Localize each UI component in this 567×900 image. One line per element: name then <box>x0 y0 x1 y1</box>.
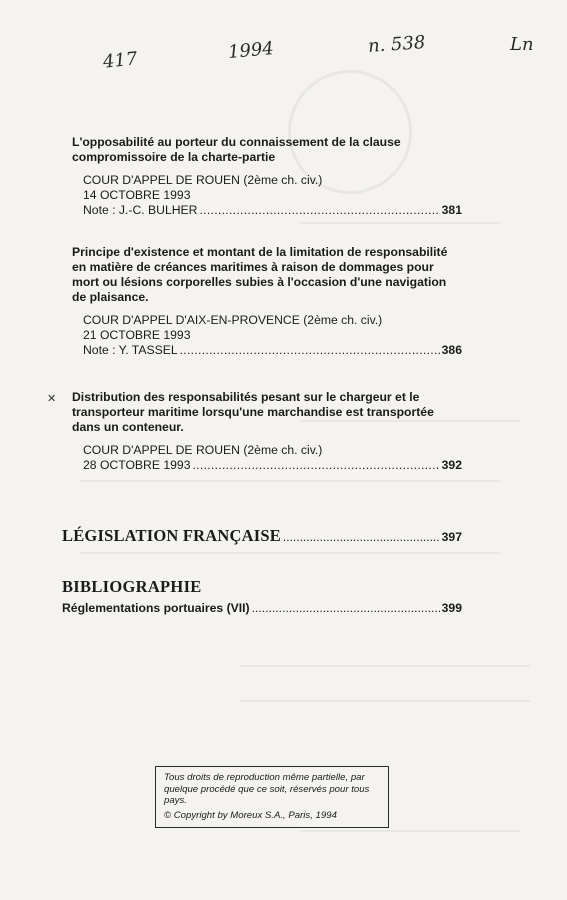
section-heading: BIBLIOGRAPHIE <box>62 577 202 596</box>
page-number: 399 <box>441 601 462 615</box>
bleed-through-line <box>80 480 500 482</box>
entry-details <box>72 313 462 358</box>
bleed-through-line <box>300 222 500 224</box>
entry-note: Note : Y. TASSEL <box>83 343 178 357</box>
page-number: 392 <box>441 458 462 472</box>
margin-mark: ✕ <box>47 393 57 405</box>
legislation-section <box>62 526 462 546</box>
entry-date: 21 OCTOBRE 1993 <box>83 328 191 342</box>
entry-title: L'opposabilité au porteur du connaissement de la clause compromissoire de la charte-partie <box>72 135 401 164</box>
entry-court: COUR D'APPEL D'AIX-EN-PROVENCE (2ème ch. civ.) <box>83 313 383 327</box>
bibliography-label: Réglementations portuaires (VII) <box>62 601 250 615</box>
bleed-through-line <box>300 830 520 832</box>
rights-notice: Tous droits de reproduction même partielle, par quelque procédé que ce soit, réservés pour tous pays. <box>164 772 370 806</box>
bleed-through-line <box>240 700 530 702</box>
dot-leader <box>193 458 440 473</box>
entry-title: Principe d'existence et montant de la limitation de responsabilité en matière de créances maritimes à raison de dommages pour mort ou lésions corporelles subies à l'occasion d'une navigation de plaisance. <box>72 245 448 304</box>
toc-entry <box>72 390 462 473</box>
handwritten-ref-number: 417 <box>101 48 139 73</box>
entry-details <box>72 443 462 473</box>
entry-details <box>72 173 462 218</box>
handwritten-initials: Ln <box>510 34 534 55</box>
page-number: 397 <box>441 530 462 544</box>
entry-date: 28 OCTOBRE 1993 <box>83 458 191 472</box>
entry-date: 14 OCTOBRE 1993 <box>83 188 191 202</box>
entry-note: Note : J.-C. BULHER <box>83 203 198 217</box>
copyright-owner: © Copyright by Moreux S.A., Paris, 1994 <box>164 809 337 821</box>
bleed-through-line <box>240 665 530 667</box>
dot-leader <box>199 203 439 218</box>
bleed-through-line <box>80 552 500 554</box>
handwritten-year: 1994 <box>227 38 275 63</box>
copyright-box <box>155 766 389 828</box>
entry-title: Distribution des responsabilités pesant sur le chargeur et le transporteur maritime lorsqu'une marchandise est transportée dans un conteneur. <box>72 390 434 434</box>
dot-leader <box>283 530 440 544</box>
entry-court: COUR D'APPEL DE ROUEN (2ème ch. civ.) <box>83 173 323 187</box>
bibliography-item <box>62 601 462 615</box>
section-heading: LÉGISLATION FRANÇAISE <box>62 526 281 545</box>
toc-entry <box>72 135 462 218</box>
dot-leader <box>252 601 440 615</box>
toc-entry <box>72 245 462 358</box>
entry-note-line <box>83 343 462 358</box>
dot-leader <box>180 343 440 358</box>
entry-court: COUR D'APPEL DE ROUEN (2ème ch. civ.) <box>83 443 323 457</box>
entry-note-line <box>83 203 462 218</box>
entry-date-line <box>83 458 462 473</box>
handwritten-item-number: n. 538 <box>367 32 427 57</box>
page-number: 381 <box>441 203 462 217</box>
page-number: 386 <box>441 343 462 357</box>
